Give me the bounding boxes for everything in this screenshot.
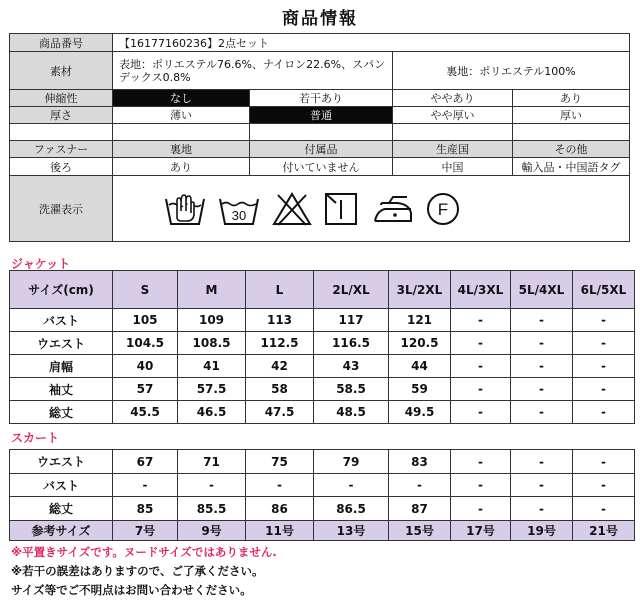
table-cell: - — [451, 474, 511, 497]
blank-cell — [513, 124, 630, 141]
table-cell: 120.5 — [389, 332, 451, 355]
table-cell: - — [573, 309, 635, 332]
other-label: その他 — [513, 141, 630, 158]
table-cell: - — [511, 309, 573, 332]
table-cell: - — [451, 378, 511, 401]
table-cell: 83 — [389, 450, 451, 474]
table-cell: - — [451, 309, 511, 332]
size-header: 2L/XL — [314, 271, 389, 309]
reference-size-row — [10, 521, 635, 541]
skirt-size-table — [9, 449, 635, 541]
wash-temp-label: 30 — [231, 207, 247, 223]
table-row — [10, 497, 635, 521]
row-label: 袖丈 — [10, 378, 113, 401]
origin-value: 中国 — [393, 158, 513, 176]
accessories-label: 付属品 — [250, 141, 393, 158]
table-cell: 57 — [113, 378, 178, 401]
jacket-header-row — [10, 271, 635, 309]
stretch-label: 伸縮性 — [10, 90, 113, 107]
table-cell: - — [573, 497, 635, 521]
no-bleach-icon — [271, 191, 313, 227]
table-cell: - — [451, 355, 511, 378]
material-lining: 裏地：ポリエステル100% — [393, 52, 630, 90]
product-number-value: 【16177160236】2点セット — [113, 34, 630, 52]
blank-row — [10, 124, 630, 141]
table-cell: 75 — [246, 450, 314, 474]
size-header: M — [178, 271, 246, 309]
reference-size: 13号 — [314, 521, 389, 541]
table-cell: - — [314, 474, 389, 497]
table-cell: 117 — [314, 309, 389, 332]
thickness-option-thick: 厚い — [513, 107, 630, 124]
reference-size: 7号 — [113, 521, 178, 541]
blank-cell — [393, 124, 513, 141]
table-cell: - — [573, 378, 635, 401]
table-row — [10, 378, 635, 401]
reference-size: 11号 — [246, 521, 314, 541]
table-cell: 46.5 — [178, 401, 246, 424]
thickness-row — [10, 107, 630, 124]
lining-label: 裏地 — [113, 141, 250, 158]
care-icons-cell — [113, 176, 630, 242]
table-cell: 57.5 — [178, 378, 246, 401]
size-header: L — [246, 271, 314, 309]
table-row — [10, 332, 635, 355]
accessories-value: 付いていません — [250, 158, 393, 176]
row-label: ウエスト — [10, 450, 113, 474]
table-cell: 59 — [389, 378, 451, 401]
table-cell: 116.5 — [314, 332, 389, 355]
table-cell: 85 — [113, 497, 178, 521]
table-cell: - — [511, 355, 573, 378]
table-cell: 48.5 — [314, 401, 389, 424]
dry-clean-f-icon — [425, 191, 461, 227]
table-row — [10, 474, 635, 497]
table-cell: - — [573, 450, 635, 474]
lining-value: あり — [113, 158, 250, 176]
row-label: 肩幅 — [10, 355, 113, 378]
fastener-label: ファスナー — [10, 141, 113, 158]
attributes-header-row — [10, 141, 630, 158]
table-cell: - — [511, 497, 573, 521]
note-flat-measurement: ※平置きサイズです。ヌードサイズではありません. — [11, 545, 277, 559]
thickness-option-slightly-thick: やや厚い — [393, 107, 513, 124]
stretch-option-none: なし — [113, 90, 250, 107]
low-iron-icon — [371, 191, 415, 227]
row-label: ウエスト — [10, 332, 113, 355]
table-row — [10, 355, 635, 378]
other-value: 輸入品・中国語タグ — [513, 158, 630, 176]
stretch-option-slight: 若干あり — [250, 90, 393, 107]
table-cell: 86.5 — [314, 497, 389, 521]
table-cell: 85.5 — [178, 497, 246, 521]
skirt-section-title: スカート — [11, 431, 60, 445]
reference-size-label: 参考サイズ — [10, 521, 113, 541]
table-cell: - — [451, 450, 511, 474]
attributes-value-row — [10, 158, 630, 176]
care-label: 洗濯表示 — [10, 176, 113, 242]
table-row — [10, 450, 635, 474]
stretch-option-yes: あり — [513, 90, 630, 107]
table-cell: - — [573, 332, 635, 355]
wash-30-icon — [217, 191, 261, 227]
blank-cell — [250, 124, 393, 141]
table-cell: - — [573, 401, 635, 424]
table-cell: 67 — [113, 450, 178, 474]
table-cell: 105 — [113, 309, 178, 332]
jacket-size-table — [9, 270, 635, 424]
table-cell: 47.5 — [246, 401, 314, 424]
thickness-label: 厚さ — [10, 107, 113, 124]
table-cell: - — [178, 474, 246, 497]
stretch-option-somewhat: ややあり — [393, 90, 513, 107]
table-cell: 109 — [178, 309, 246, 332]
dryclean-letter: F — [437, 199, 449, 219]
table-cell: 43 — [314, 355, 389, 378]
table-row — [10, 309, 635, 332]
thickness-option-normal: 普通 — [250, 107, 393, 124]
care-row — [10, 176, 630, 242]
table-cell: 49.5 — [389, 401, 451, 424]
table-cell: 79 — [314, 450, 389, 474]
blank-cell — [10, 124, 113, 141]
table-cell: - — [451, 401, 511, 424]
page-title: 商品情報 — [282, 9, 358, 29]
hand-wash-icon — [163, 191, 207, 227]
size-header: S — [113, 271, 178, 309]
row-label: バスト — [10, 474, 113, 497]
blank-cell — [113, 124, 250, 141]
table-cell: 104.5 — [113, 332, 178, 355]
table-cell: 40 — [113, 355, 178, 378]
thickness-option-thin: 薄い — [113, 107, 250, 124]
table-cell: 121 — [389, 309, 451, 332]
size-header: 4L/3XL — [451, 271, 511, 309]
stretch-row — [10, 90, 630, 107]
origin-label: 生産国 — [393, 141, 513, 158]
table-cell: - — [113, 474, 178, 497]
table-cell: 58.5 — [314, 378, 389, 401]
material-label: 素材 — [10, 52, 113, 90]
note-tolerance: ※若干の誤差はありますので、ご了承ください。 — [11, 564, 264, 578]
table-cell: 108.5 — [178, 332, 246, 355]
line-dry-icon — [323, 191, 361, 227]
table-cell: 112.5 — [246, 332, 314, 355]
fastener-value: 後ろ — [10, 158, 113, 176]
size-header: 5L/4XL — [511, 271, 573, 309]
table-cell: 71 — [178, 450, 246, 474]
table-cell: - — [511, 378, 573, 401]
size-header: 3L/2XL — [389, 271, 451, 309]
table-cell: - — [451, 332, 511, 355]
table-cell: - — [511, 332, 573, 355]
table-cell: 86 — [246, 497, 314, 521]
row-label: 総丈 — [10, 401, 113, 424]
size-header-label: サイズ(cm) — [10, 271, 113, 309]
table-cell: - — [511, 474, 573, 497]
table-cell: 42 — [246, 355, 314, 378]
table-cell: - — [511, 450, 573, 474]
table-cell: 113 — [246, 309, 314, 332]
reference-size: 15号 — [389, 521, 451, 541]
note-contact: サイズ等でご不明点はお問い合わせください。 — [11, 583, 252, 597]
reference-size: 9号 — [178, 521, 246, 541]
table-cell: 58 — [246, 378, 314, 401]
reference-size: 17号 — [451, 521, 511, 541]
product-number-label: 商品番号 — [10, 34, 113, 52]
jacket-section-title: ジャケット — [11, 257, 71, 271]
table-cell: - — [511, 401, 573, 424]
row-label: 総丈 — [10, 497, 113, 521]
reference-size: 19号 — [511, 521, 573, 541]
table-cell: - — [389, 474, 451, 497]
table-cell: 44 — [389, 355, 451, 378]
size-header: 6L/5XL — [573, 271, 635, 309]
table-cell: - — [246, 474, 314, 497]
table-cell: - — [573, 355, 635, 378]
table-cell: - — [451, 497, 511, 521]
product-info-table — [9, 33, 630, 242]
material-outer: 表地：ポリエステル76.6%、ナイロン22.6%、スパンデックス0.8% — [113, 52, 393, 90]
material-row — [10, 52, 630, 90]
table-cell: 87 — [389, 497, 451, 521]
reference-size: 21号 — [573, 521, 635, 541]
table-row — [10, 401, 635, 424]
table-cell: - — [573, 474, 635, 497]
row-label: バスト — [10, 309, 113, 332]
product-number-row — [10, 34, 630, 52]
table-cell: 45.5 — [113, 401, 178, 424]
table-cell: 41 — [178, 355, 246, 378]
